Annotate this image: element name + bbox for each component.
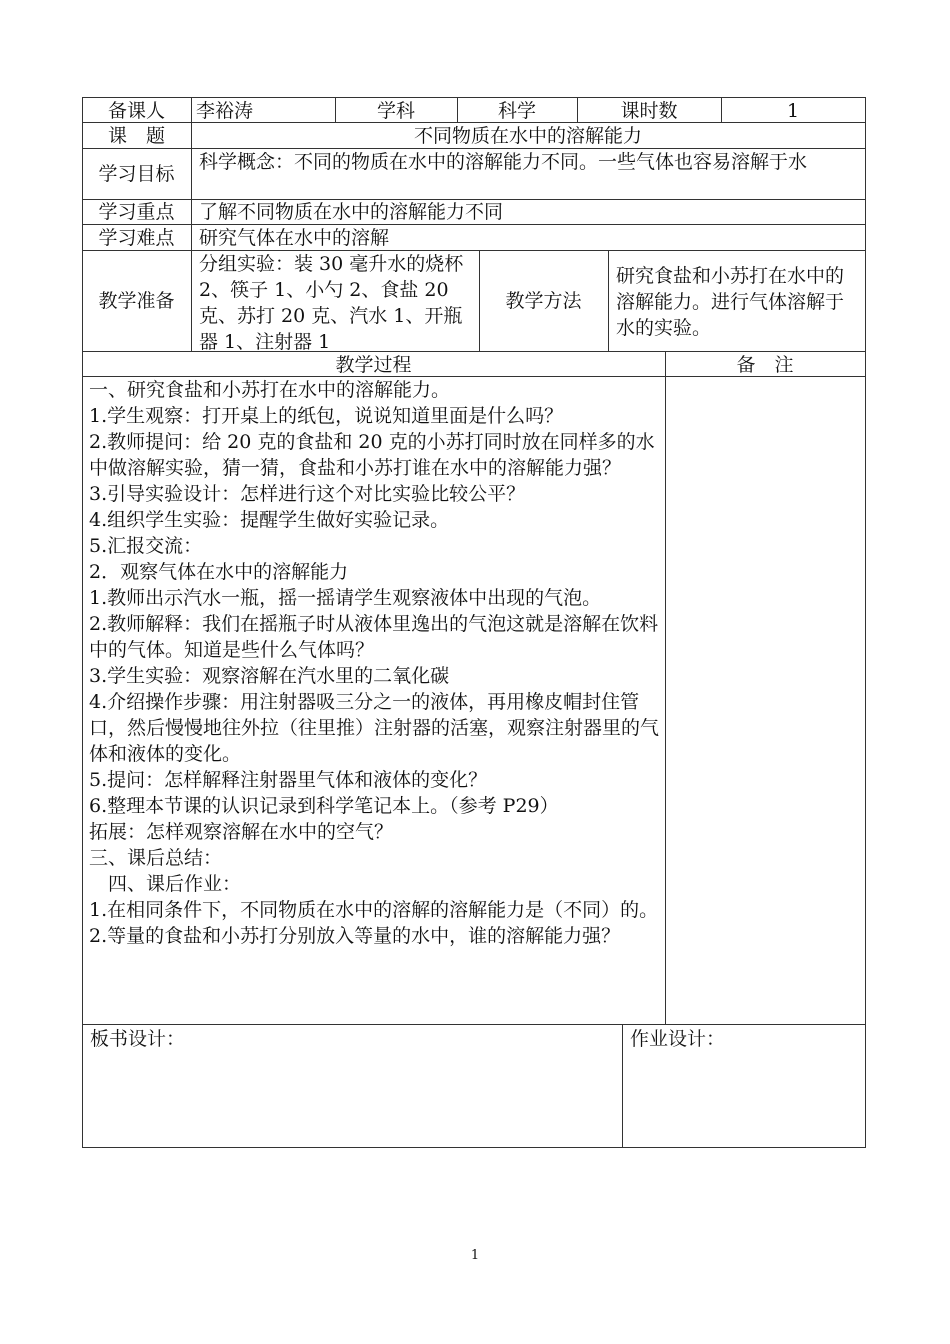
- subject-value: 科学: [497, 100, 536, 122]
- notes-body: [666, 377, 865, 1023]
- process-line: 四、课后作业：: [89, 873, 242, 895]
- topic-label: 课 题: [107, 125, 165, 147]
- process-line: 1.教师出示汽水一瓶，摇一摇请学生观察液体中出现的气泡。: [89, 587, 602, 609]
- col-divider: [608, 250, 609, 351]
- preparation-value: 分组实验：装 30 毫升水的烧杯 2、筷子 1、小勺 2、食盐 20 克、苏打 20 克、汽水 1、开瓶器 1、注射器 1: [199, 253, 464, 353]
- preparer-label: 备课人: [107, 100, 165, 122]
- process-line: 一、研究食盐和小苏打在水中的溶解能力。: [89, 379, 451, 401]
- homework-design-label: 作业设计：: [630, 1028, 726, 1050]
- process-line: 2．观察气体在水中的溶解能力: [89, 561, 349, 583]
- process-line: 2.教师提问：给 20 克的食盐和 20 克的小苏打同时放在同样多的水中做溶解实验，猜一猜，食盐和小苏打谁在水中的溶解能力强？: [89, 431, 655, 479]
- page-number: 1: [470, 1248, 480, 1263]
- preparer-name: 李裕涛: [196, 100, 254, 122]
- table-border-bottom: [82, 1147, 866, 1148]
- col-divider: [622, 1024, 623, 1147]
- process-line: 1.学生观察：打开桌上的纸包，说说知道里面是什么吗？: [89, 405, 564, 427]
- process-line: 4.介绍操作步骤：用注射器吸三分之一的液体，再用橡皮帽封住管口，然后慢慢地往外拉（往里推）注射器的活塞，观察注射器里的气体和液体的变化。: [89, 691, 660, 765]
- method-value: 研究食盐和小苏打在水中的溶解能力。进行气体溶解于水的实验。: [616, 265, 845, 339]
- goal-value: 科学概念：不同的物质在水中的溶解能力不同。一些气体也容易溶解于水: [199, 151, 808, 173]
- process-line: 2.教师解释：我们在摇瓶子时从液体里逸出的气泡这就是溶解在饮料中的气体。知道是些什么气体吗？: [89, 613, 659, 661]
- process-line: 三、课后总结：: [89, 847, 223, 869]
- process-line: 5.汇报交流：: [89, 535, 203, 557]
- subject-label: 学科: [376, 100, 415, 122]
- hours-value: 1: [786, 100, 800, 122]
- process-line: 2.等量的食盐和小苏打分别放入等量的水中，谁的溶解能力强？: [89, 925, 621, 947]
- process-line: 6.整理本节课的认识记录到科学笔记本上。（参考 P29）: [89, 795, 559, 817]
- key-point-label: 学习重点: [98, 201, 175, 223]
- difficulty-value: 研究气体在水中的溶解: [199, 227, 390, 249]
- difficulty-label: 学习难点: [98, 227, 175, 249]
- hours-label: 课时数: [620, 100, 678, 122]
- method-label: 教学方法: [505, 290, 582, 312]
- notes-label: 备 注: [736, 354, 794, 376]
- process-line: 3.学生实验：观察溶解在汽水里的二氧化碳: [89, 665, 450, 687]
- topic-value: 不同物质在水中的溶解能力: [413, 125, 642, 147]
- process-line: 1.在相同条件下，不同物质在水中的溶解的溶解能力是（不同）的。: [89, 899, 659, 921]
- process-body: [89, 377, 661, 1023]
- process-label: 教学过程: [335, 354, 412, 376]
- table-border-right: [865, 97, 866, 1147]
- goal-label: 学习目标: [98, 163, 175, 185]
- col-divider: [191, 122, 192, 351]
- process-line: 3.引导实验设计：怎样进行这个对比实验比较公平？: [89, 483, 526, 505]
- col-divider: [191, 97, 192, 123]
- key-point-value: 了解不同物质在水中的溶解能力不同: [199, 201, 504, 223]
- process-line: 拓展：怎样观察溶解在水中的空气？: [89, 821, 394, 843]
- board-design-label: 板书设计：: [90, 1028, 186, 1050]
- row-divider: [82, 1024, 866, 1025]
- process-line: 4.组织学生实验：提醒学生做好实验记录。: [89, 509, 450, 531]
- preparation-label: 教学准备: [98, 290, 175, 312]
- table-border-left: [82, 97, 83, 1147]
- process-line: 5.提问：怎样解释注射器里气体和液体的变化？: [89, 769, 488, 791]
